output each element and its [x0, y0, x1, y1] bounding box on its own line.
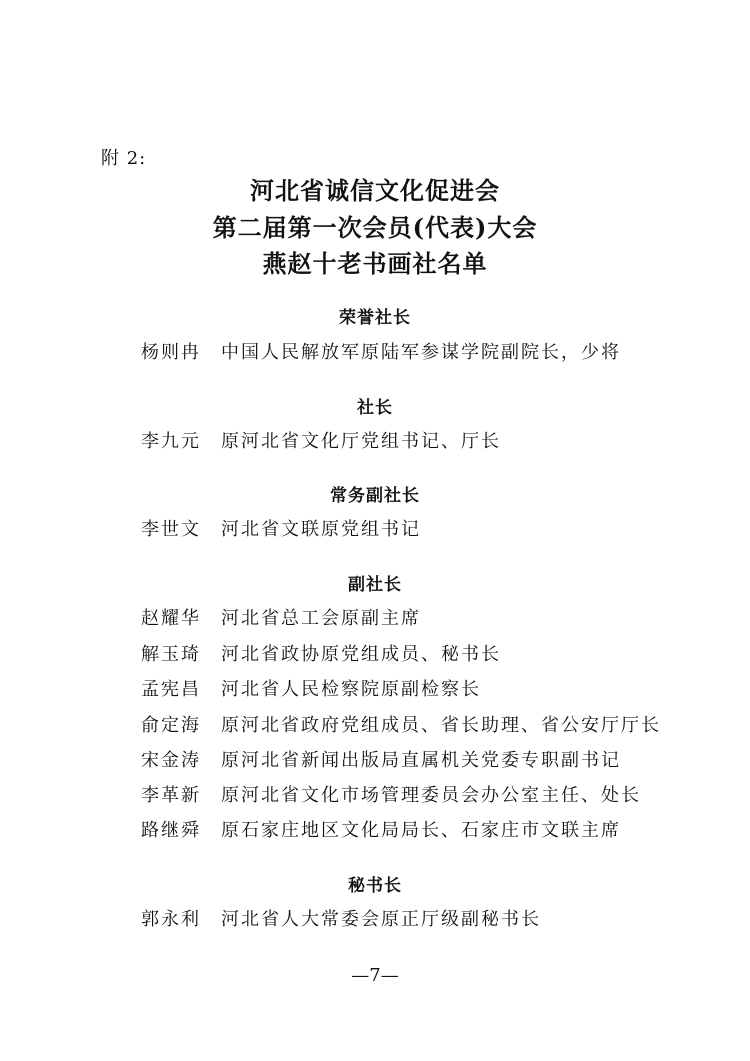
- member-position: 原河北省政府党组成员、省长助理、省公安厅厅长: [221, 715, 661, 736]
- member-name: 路继舜: [141, 820, 201, 841]
- member-name: 李九元: [141, 431, 201, 452]
- member-name: 解玉琦: [141, 644, 201, 665]
- title-line-2: 第二届第一次会员(代表)大会: [212, 213, 538, 242]
- title-line-3: 燕赵十老书画社名单: [262, 249, 488, 278]
- title-line-1: 河北省诚信文化促进会: [250, 176, 500, 205]
- member-row: [141, 746, 621, 772]
- section-heading-vice-president: 副社长: [348, 575, 402, 595]
- member-name: 李革新: [141, 785, 201, 806]
- member-row: [141, 711, 661, 737]
- section-heading-secretary-general: 秘书长: [348, 876, 402, 896]
- member-row: [141, 905, 541, 931]
- member-row: [141, 816, 621, 842]
- member-position: 原石家庄地区文化局局长、石家庄市文联主席: [221, 820, 621, 841]
- section-heading-president: 社长: [357, 398, 393, 418]
- member-position: 原河北省新闻出版局直属机关党委专职副书记: [221, 750, 621, 771]
- member-row: [141, 427, 501, 453]
- member-row: [141, 675, 481, 701]
- member-name: 宋金涛: [141, 750, 201, 771]
- section-heading-honorary-president: 荣誉社长: [339, 308, 411, 328]
- section-heading-executive-vice-president: 常务副社长: [330, 486, 420, 506]
- member-row: [141, 781, 641, 807]
- member-name: 李世文: [141, 519, 201, 540]
- member-position: 河北省政协原党组成员、秘书长: [221, 644, 501, 665]
- member-name: 孟宪昌: [141, 679, 201, 700]
- member-name: 俞定海: [141, 715, 201, 736]
- member-position: 河北省人民检察院原副检察长: [221, 679, 481, 700]
- member-position: 原河北省文化市场管理委员会办公室主任、处长: [221, 785, 641, 806]
- attachment-label: 附 2:: [101, 148, 147, 169]
- member-row: [141, 604, 421, 630]
- member-name: 杨则冉: [141, 342, 201, 363]
- page-number: —7—: [351, 965, 399, 986]
- member-row: [141, 640, 501, 666]
- member-position: 河北省人大常委会原正厅级副秘书长: [221, 909, 541, 930]
- member-position: 原河北省文化厅党组书记、厅长: [221, 431, 501, 452]
- member-position: 河北省文联原党组书记: [221, 519, 421, 540]
- member-position: 河北省总工会原副主席: [221, 608, 421, 629]
- member-name: 赵耀华: [141, 608, 201, 629]
- member-name: 郭永利: [141, 909, 201, 930]
- member-row: [141, 338, 621, 364]
- member-row: [141, 515, 421, 541]
- member-position: 中国人民解放军原陆军参谋学院副院长，少将: [221, 342, 621, 363]
